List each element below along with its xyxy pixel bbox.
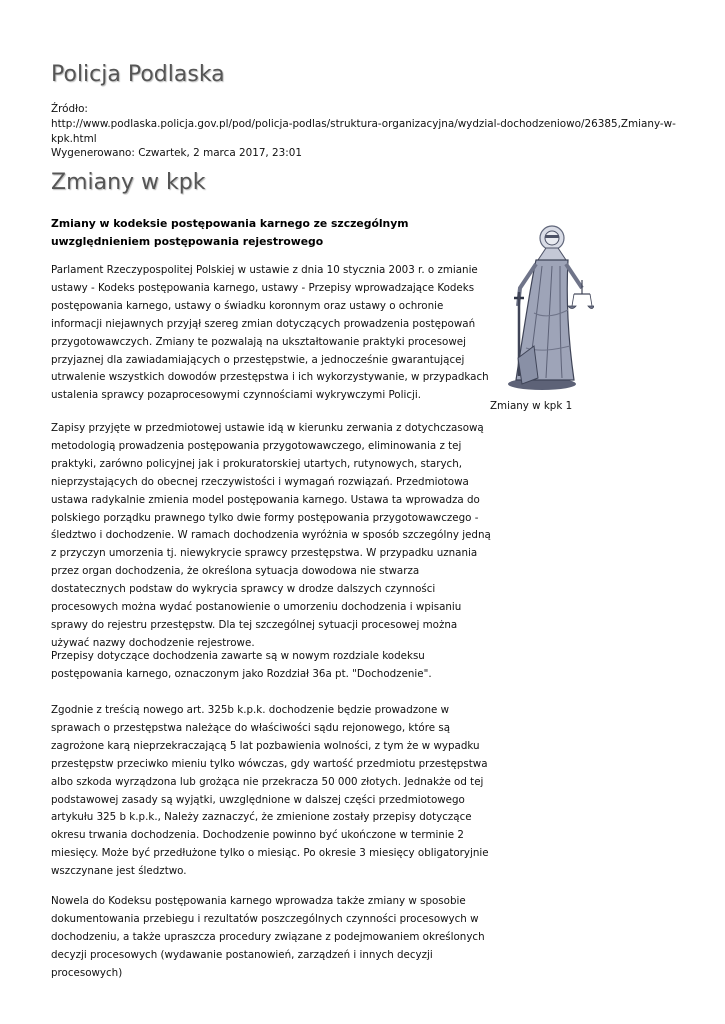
article-figure	[490, 218, 620, 418]
article-title: Zmiany w kpk	[51, 170, 206, 195]
site-title: Policja Podlaska	[51, 62, 225, 87]
article-paragraph: Przepisy dotyczące dochodzenia zawarte są w nowym rozdziale kodeksu postępowania karnego, oznaczonym jako Rozdział 36a pt. "Dochodzenie".	[51, 650, 432, 680]
article-paragraph: Parlament Rzeczypospolitej Polskiej w ustawie z dnia 10 stycznia 2003 r. o zmianie ustawy - Kodeks postępowania karnego, ustawy - Przepisy wprowadzające Kodeks postępowania karnego, ustawy o świadku koronnym oraz ustawy o ochronie informacji niejawnych przyjął szereg zmian dotyczących prowadzenia postępowań przygotowawczych. Zmiany te pozwalają na ukształtowanie praktyki procesowej przyjaznej dla zawiadamiających o przestępstwie, a jednocześnie gwarantującej utrwalenie wszystkich dowodów przestępstwa i ich wykorzystywanie, w przypadkach ustalenia sprawcy pozaprocesowymi czynnościami wykrywczymi Policji.	[51, 264, 489, 402]
figure-caption: Zmiany w kpk 1	[490, 400, 573, 412]
article-paragraph: Zgodnie z treścią nowego art. 325b k.p.k. dochodzenie będzie prowadzone w sprawach o przestępstwa należące do właściwości sądu rejonowego, które są zagrożone karą nieprzekraczającą 5 lat pozbawienia wolności, z tym że w wypadku przestępstw przeciwko mieniu tylko wówczas, gdy wartość przedmiotu przestępstwa albo szkoda wyrządzona lub grożąca nie przekracza 50 000 złotych. Jednakże od tej podstawowej zasady są wyjątki, uwzględnione w dalszej części przedmiotowego artykułu 325 b k.p.k., Należy zaznaczyć, że zmienione zostały przepisy dotyczące okresu trwania dochodzenia. Dochodzenie powinno być ukończone w terminie 2 miesięcy. Może być przedłużone tylko o miesiąc. Po okresie 3 miesięcy obligatoryjnie wszczynane jest śledztwo.	[51, 704, 489, 878]
justice-statue-image	[494, 218, 594, 393]
article-lead: Zmiany w kodeksie postępowania karnego ze szczególnym uwzględnieniem postępowania rejestrowego	[51, 217, 409, 248]
source-label: Źródło:	[51, 103, 88, 115]
article-paragraph: Zapisy przyjęte w przedmiotowej ustawie idą w kierunku zerwania z dotychczasową metodologią prowadzenia postępowania przygotowawczego, eliminowania z tej praktyki, zarówno policyjnej jak i prokuratorskiej utartych, rutynowych, starych, nieprzystających do obecnej rzeczywistości i wymagań rozwiązań. Przedmiotowa ustawa radykalnie zmienia model postępowania karnego. Ustawa ta wprowadza do polskiego porządku prawnego tylko dwie formy postępowania przygotowawczego - śledztwo i dochodzenie. W ramach dochodzenia wyróżnia w sposób szczególny jedną z przyczyn umorzenia tj. niewykrycie sprawcy przestępstwa. W przypadku uznania przez organ dochodzenia, że określona sytuacja dowodowa nie stwarza dostatecznych podstaw do wykrycia sprawcy w drodze dalszych czynności procesowych można wydać postanowienie o umorzeniu dochodzenia i wpisaniu sprawy do rejestru przestępstw. Dla tej szczególnej sytuacji procesowej można używać nazwy dochodzenie rejestrowe.	[51, 422, 491, 649]
article-paragraph: Nowela do Kodeksu postępowania karnego wprowadza także zmiany w sposobie dokumentowania przebiegu i rezultatów poszczególnych czynności procesowych w dochodzeniu, a także upraszcza procedury związane z podejmowaniem określonych decyzji procesowych (wydawanie postanowień, zarządzeń i innych decyzji procesowych)	[51, 895, 485, 979]
source-url[interactable]: http://www.podlaska.policja.gov.pl/pod/policja-podlas/struktura-organizacyjna/wydzial-dochodzeniowo/26385,Zmiany-w-kpk.html	[51, 117, 676, 145]
generated-date: Wygenerowano: Czwartek, 2 marca 2017, 23:01	[51, 147, 302, 160]
source-meta	[51, 102, 681, 161]
